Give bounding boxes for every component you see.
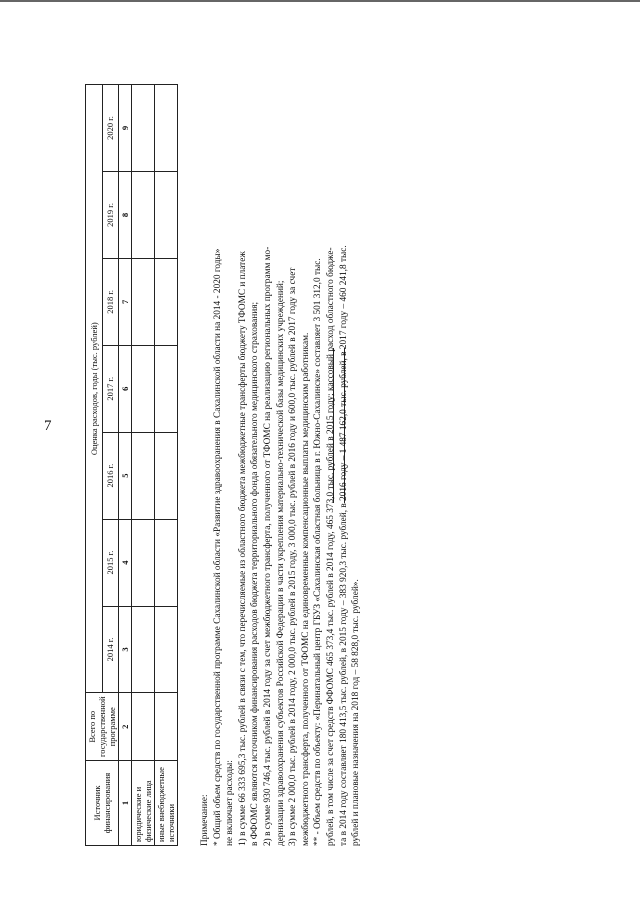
note-line: * Общий объем средств по государственной программе Сахалинской области «Развитие здравоохранения в Сахалинской области на 2014 - 2020 годы» bbox=[212, 248, 223, 846]
notes-block bbox=[199, 76, 363, 846]
table-cell bbox=[155, 345, 178, 432]
header-year: 2016 г. bbox=[102, 432, 119, 519]
header-year: 2019 г. bbox=[102, 171, 119, 258]
table-cell bbox=[155, 258, 178, 345]
table-cell bbox=[155, 432, 178, 519]
table-row bbox=[155, 85, 178, 846]
header-estimate: Оценка расходов, годы (тыс. рублей) bbox=[86, 85, 103, 693]
row-label: иные внебюджетные источники bbox=[155, 761, 178, 846]
column-number-row bbox=[119, 85, 132, 846]
table-cell bbox=[132, 85, 155, 172]
table-cell bbox=[132, 345, 155, 432]
header-total: Всего по государственной программе bbox=[86, 693, 119, 761]
financing-table bbox=[85, 84, 178, 846]
header-year: 2014 г. bbox=[102, 606, 119, 693]
note-line: ** - Объем средств по объекту: «Перинатальный центр ГБУЗ «Сахалинская областная больница в г. Южно-Сахалинске» составляет 3 501 312,0 тыс. bbox=[313, 258, 324, 846]
table-cell bbox=[132, 258, 155, 345]
note-line: рублей, в том числе за счет средств ФФОМС 465 373,4 тыс. рублей в 2014 году, 465 373,0 тыс. рублей в 2015 году; кассовый расход областного бюдже- bbox=[325, 247, 336, 846]
row-label: юридические и физические лица bbox=[132, 761, 155, 846]
note-line: рублей и плановые назначения на 2018 год – 58 828,0 тыс. рублей». bbox=[351, 579, 362, 846]
header-year: 2017 г. bbox=[102, 345, 119, 432]
column-number: 5 bbox=[119, 432, 132, 519]
column-number: 9 bbox=[119, 85, 132, 172]
table-cell bbox=[132, 171, 155, 258]
note-line: 3) в сумме 2 000,0 тыс. рублей в 2014 году, 2 000,0 тыс. рублей в 2015 году, 3 000,0 тыс. рублей в 2016 году и 600,0 тыс. рублей в 2017 году за счет bbox=[288, 267, 299, 846]
notes-title: Примечание: bbox=[200, 794, 210, 846]
table-cell bbox=[132, 432, 155, 519]
table-cell bbox=[155, 606, 178, 693]
note-line: межбюджетного трансферта, полученного от ТФОМС на единовременные компенсационные выплаты медицинским работникам. bbox=[300, 332, 311, 846]
table-cell bbox=[132, 693, 155, 761]
column-number: 6 bbox=[119, 345, 132, 432]
note-line: 2) в сумме 930 746,4 тыс. рублей в 2014 году за счет межбюджетного трансферта, полученного от ТФОМС на реализацию региональных программ мо- bbox=[262, 246, 273, 846]
note-line: 1) в сумме 66 333 695,3 тыс. рублей в связи с тем, что перечисляемые из областного бюджета межбюджетные трансферты бюджету ТФОМС и платеж bbox=[237, 251, 248, 846]
column-number: 8 bbox=[119, 171, 132, 258]
scan-top-edge bbox=[0, 0, 640, 14]
note-line: в ФФОМС являются источником финансирования расходов бюджета территориального фонда обязательного медицинского страхования; bbox=[250, 301, 261, 846]
column-number: 4 bbox=[119, 519, 132, 606]
note-line: дернизации здравоохранения субъектов Российской Федерации в части укрепления материально-технической базы медицинских учреждений; bbox=[275, 280, 286, 846]
table-header-row bbox=[86, 85, 103, 846]
table-cell bbox=[155, 171, 178, 258]
table-cell bbox=[132, 519, 155, 606]
table-cell bbox=[132, 606, 155, 693]
header-year: 2020 г. bbox=[102, 85, 119, 172]
note-line: не включает расходы: bbox=[225, 760, 236, 846]
column-number: 2 bbox=[119, 693, 132, 761]
table-cell bbox=[155, 693, 178, 761]
header-source: Источник финансирования bbox=[86, 761, 119, 846]
rotated-page-content bbox=[85, 78, 375, 858]
note-line: та в 2014 году составляет 180 413,5 тыс. рублей, в 2015 году – 383 920,3 тыс. рублей, в 2016 году – 1 487 162,0 тыс. рублей, в 2017 году – 460 241,8 тыс. bbox=[338, 245, 349, 846]
page-number: 7 bbox=[44, 418, 52, 434]
table-row bbox=[132, 85, 155, 846]
header-year: 2015 г. bbox=[102, 519, 119, 606]
header-year: 2018 г. bbox=[102, 258, 119, 345]
table-cell bbox=[155, 519, 178, 606]
table-cell bbox=[155, 85, 178, 172]
column-number: 7 bbox=[119, 258, 132, 345]
column-number: 1 bbox=[119, 761, 132, 846]
column-number: 3 bbox=[119, 606, 132, 693]
